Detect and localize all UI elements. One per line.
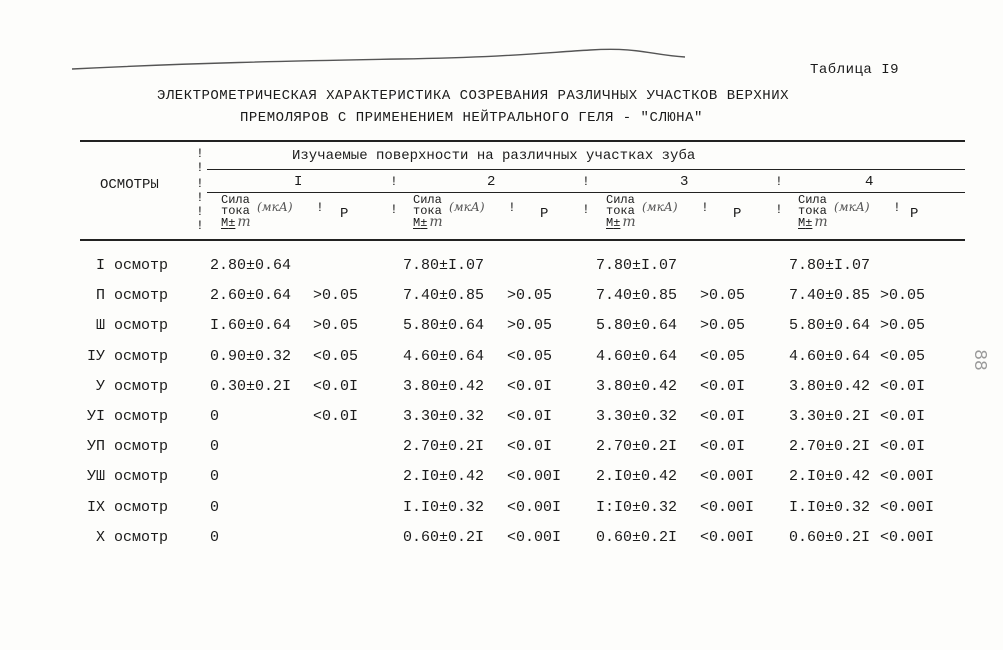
- table-cell-current: I.I0±0.32: [403, 499, 485, 516]
- table-row-exam: IX осмотр: [86, 499, 168, 516]
- toka-label-1: тока: [221, 204, 250, 218]
- table-cell-current: 0.60±0.2I: [403, 529, 485, 546]
- exams-column-header: ОСМОТРЫ: [100, 177, 159, 193]
- table-cell-current: 3.80±0.42: [789, 378, 871, 395]
- table-cell-p: <0.05: [700, 348, 746, 365]
- table-row-exam: УI осмотр: [86, 408, 168, 425]
- unit-separator-4: !: [893, 200, 901, 215]
- left-separator-6: !: [196, 218, 204, 233]
- table-cell-current: 0.60±0.2I: [596, 529, 678, 546]
- table-row-exam: I осмотр: [95, 257, 168, 274]
- table-cell-p: <0.00I: [507, 529, 562, 546]
- table-row-exam: У осмотр: [95, 378, 168, 395]
- table-cell-p: <0.0I: [700, 438, 746, 455]
- sila-label-2: Сила: [413, 193, 442, 207]
- toka-label-3: тока: [606, 204, 635, 218]
- table-cell-current: 3.30±0.2I: [789, 408, 871, 425]
- area-separator-top-3: !: [775, 174, 783, 189]
- table-cell-p: <0.0I: [313, 408, 359, 425]
- mean-sd-m: m: [429, 214, 443, 230]
- table-cell-current: 5.80±0.64: [596, 317, 678, 334]
- group-header: Изучаемые поверхности на различных участках зуба: [292, 148, 696, 164]
- table-cell-p: <0.00I: [507, 468, 562, 485]
- table-cell-p: <0.00I: [700, 529, 755, 546]
- left-separator-3: !: [196, 176, 204, 191]
- table-row-exam: П осмотр: [95, 287, 168, 304]
- table-number: Таблица I9: [810, 62, 900, 78]
- table-cell-current: 4.60±0.64: [596, 348, 678, 365]
- table-cell-p: <0.00I: [880, 468, 935, 485]
- p-header-1: Р: [340, 206, 349, 222]
- unit-label-3: (мкА): [642, 200, 678, 214]
- table-cell-p: <0.00I: [507, 499, 562, 516]
- table-cell-p: <0.0I: [700, 378, 746, 395]
- sila-label-3: Сила: [606, 193, 635, 207]
- p-header-4: Р: [910, 206, 919, 222]
- table-cell-p: >0.05: [507, 287, 553, 304]
- table-cell-current: 2.70±0.2I: [596, 438, 678, 455]
- top-pen-line: [70, 45, 690, 75]
- table-cell-current: 2.70±0.2I: [403, 438, 485, 455]
- table-cell-current: I:I0±0.32: [596, 499, 678, 516]
- title-line-2: ПРЕМОЛЯРОВ С ПРИМЕНЕНИЕМ НЕЙТРАЛЬНОГО ГЕЛЯ - "СЛЮНА": [240, 110, 703, 126]
- mean-sd-prefix: М: [413, 216, 421, 230]
- area-2-header: 2: [487, 174, 496, 190]
- table-cell-current: 0: [210, 438, 220, 455]
- table-cell-p: >0.05: [880, 287, 926, 304]
- table-cell-p: <0.0I: [507, 378, 553, 395]
- table-cell-p: >0.05: [313, 287, 359, 304]
- table-cell-current: 7.80±I.07: [403, 257, 485, 274]
- table-row-exam: Х осмотр: [95, 529, 168, 546]
- unit-label-4: (мкА): [834, 200, 870, 214]
- mean-sd-label-1: [221, 214, 251, 230]
- mean-sd-pm: ±: [805, 216, 813, 230]
- table-cell-current: 2.I0±0.42: [596, 468, 678, 485]
- table-cell-current: 4.60±0.64: [789, 348, 871, 365]
- unit-separator-1: !: [316, 200, 324, 215]
- table-cell-p: <0.0I: [507, 408, 553, 425]
- area-separator-top-1: !: [390, 174, 398, 189]
- table-cell-p: <0.05: [880, 348, 926, 365]
- table-cell-current: 7.40±0.85: [403, 287, 485, 304]
- mean-sd-label-3: [606, 214, 636, 230]
- area-separator-mid-2: !: [582, 202, 590, 217]
- table-cell-current: 5.80±0.64: [789, 317, 871, 334]
- table-row-exam: Ш осмотр: [95, 317, 168, 334]
- table-cell-p: <0.0I: [313, 378, 359, 395]
- left-separator-1: !: [196, 146, 204, 161]
- table-row-exam: УП осмотр: [86, 438, 168, 455]
- sila-label-4: Сила: [798, 193, 827, 207]
- area-separator-mid-1: !: [390, 202, 398, 217]
- table-cell-current: 3.80±0.42: [596, 378, 678, 395]
- table-cell-current: 0.30±0.2I: [210, 378, 292, 395]
- table-cell-current: 2.70±0.2I: [789, 438, 871, 455]
- table-cell-p: <0.0I: [880, 408, 926, 425]
- table-row-exam: УШ осмотр: [86, 468, 168, 485]
- table-cell-p: <0.0I: [507, 438, 553, 455]
- page-side-mark: 88: [968, 349, 989, 371]
- table-cell-p: <0.00I: [880, 499, 935, 516]
- table-cell-p: <0.0I: [700, 408, 746, 425]
- table-row-exam: IУ осмотр: [86, 348, 168, 365]
- unit-label-1: (мкА): [257, 200, 293, 214]
- toka-label-4: тока: [798, 204, 827, 218]
- table-cell-current: 7.80±I.07: [596, 257, 678, 274]
- area-3-header: 3: [680, 174, 689, 190]
- table-cell-current: 3.30±0.32: [596, 408, 678, 425]
- table-cell-current: I.I0±0.32: [789, 499, 871, 516]
- left-separator-4: !: [196, 190, 204, 205]
- table-cell-p: <0.00I: [880, 529, 935, 546]
- table-cell-current: 0.90±0.32: [210, 348, 292, 365]
- table-cell-current: 0.60±0.2I: [789, 529, 871, 546]
- mean-sd-m: m: [622, 214, 636, 230]
- table-cell-current: 7.80±I.07: [789, 257, 871, 274]
- table-cell-p: <0.00I: [700, 468, 755, 485]
- p-header-2: Р: [540, 206, 549, 222]
- table-cell-current: I.60±0.64: [210, 317, 292, 334]
- header-top-rule: [80, 140, 965, 142]
- table-cell-p: <0.05: [507, 348, 553, 365]
- table-cell-current: 0: [210, 499, 220, 516]
- mean-sd-pm: ±: [228, 216, 236, 230]
- table-cell-p: >0.05: [700, 287, 746, 304]
- table-cell-current: 2.60±0.64: [210, 287, 292, 304]
- table-cell-current: 0: [210, 468, 220, 485]
- table-cell-p: <0.0I: [880, 378, 926, 395]
- table-cell-current: 2.I0±0.42: [789, 468, 871, 485]
- header-bottom-rule: [80, 239, 965, 241]
- mean-sd-label-2: [413, 214, 443, 230]
- header-mid-rule: [207, 169, 965, 170]
- table-cell-current: 5.80±0.64: [403, 317, 485, 334]
- mean-sd-prefix: М: [221, 216, 229, 230]
- table-cell-p: <0.05: [313, 348, 359, 365]
- table-cell-current: 4.60±0.64: [403, 348, 485, 365]
- mean-sd-pm: ±: [613, 216, 621, 230]
- table-cell-p: >0.05: [313, 317, 359, 334]
- table-cell-p: >0.05: [700, 317, 746, 334]
- sila-label-1: Сила: [221, 193, 250, 207]
- area-1-header: I: [294, 174, 303, 190]
- table-cell-p: >0.05: [880, 317, 926, 334]
- header-sub-rule: [207, 192, 965, 193]
- p-header-3: Р: [733, 206, 742, 222]
- mean-sd-prefix: М: [798, 216, 806, 230]
- table-cell-current: 0: [210, 529, 220, 546]
- mean-sd-label-4: [798, 214, 828, 230]
- table-cell-p: <0.00I: [700, 499, 755, 516]
- table-cell-current: 0: [210, 408, 220, 425]
- area-4-header: 4: [865, 174, 874, 190]
- left-separator-2: !: [196, 160, 204, 175]
- unit-separator-3: !: [701, 200, 709, 215]
- area-separator-mid-3: !: [775, 202, 783, 217]
- mean-sd-prefix: М: [606, 216, 614, 230]
- table-cell-current: 2.80±0.64: [210, 257, 292, 274]
- area-separator-top-2: !: [582, 174, 590, 189]
- left-separator-5: !: [196, 204, 204, 219]
- mean-sd-m: m: [814, 214, 828, 230]
- toka-label-2: тока: [413, 204, 442, 218]
- table-cell-p: >0.05: [507, 317, 553, 334]
- table-cell-current: 7.40±0.85: [596, 287, 678, 304]
- unit-separator-2: !: [508, 200, 516, 215]
- title-line-1: ЭЛЕКТРОМЕТРИЧЕСКАЯ ХАРАКТЕРИСТИКА СОЗРЕВАНИЯ РАЗЛИЧНЫХ УЧАСТКОВ ВЕРХНИХ: [157, 88, 789, 104]
- table-cell-current: 3.80±0.42: [403, 378, 485, 395]
- mean-sd-m: m: [237, 214, 251, 230]
- table-cell-current: 2.I0±0.42: [403, 468, 485, 485]
- table-cell-p: <0.0I: [880, 438, 926, 455]
- table-cell-current: 7.40±0.85: [789, 287, 871, 304]
- mean-sd-pm: ±: [420, 216, 428, 230]
- unit-label-2: (мкА): [449, 200, 485, 214]
- table-cell-current: 3.30±0.32: [403, 408, 485, 425]
